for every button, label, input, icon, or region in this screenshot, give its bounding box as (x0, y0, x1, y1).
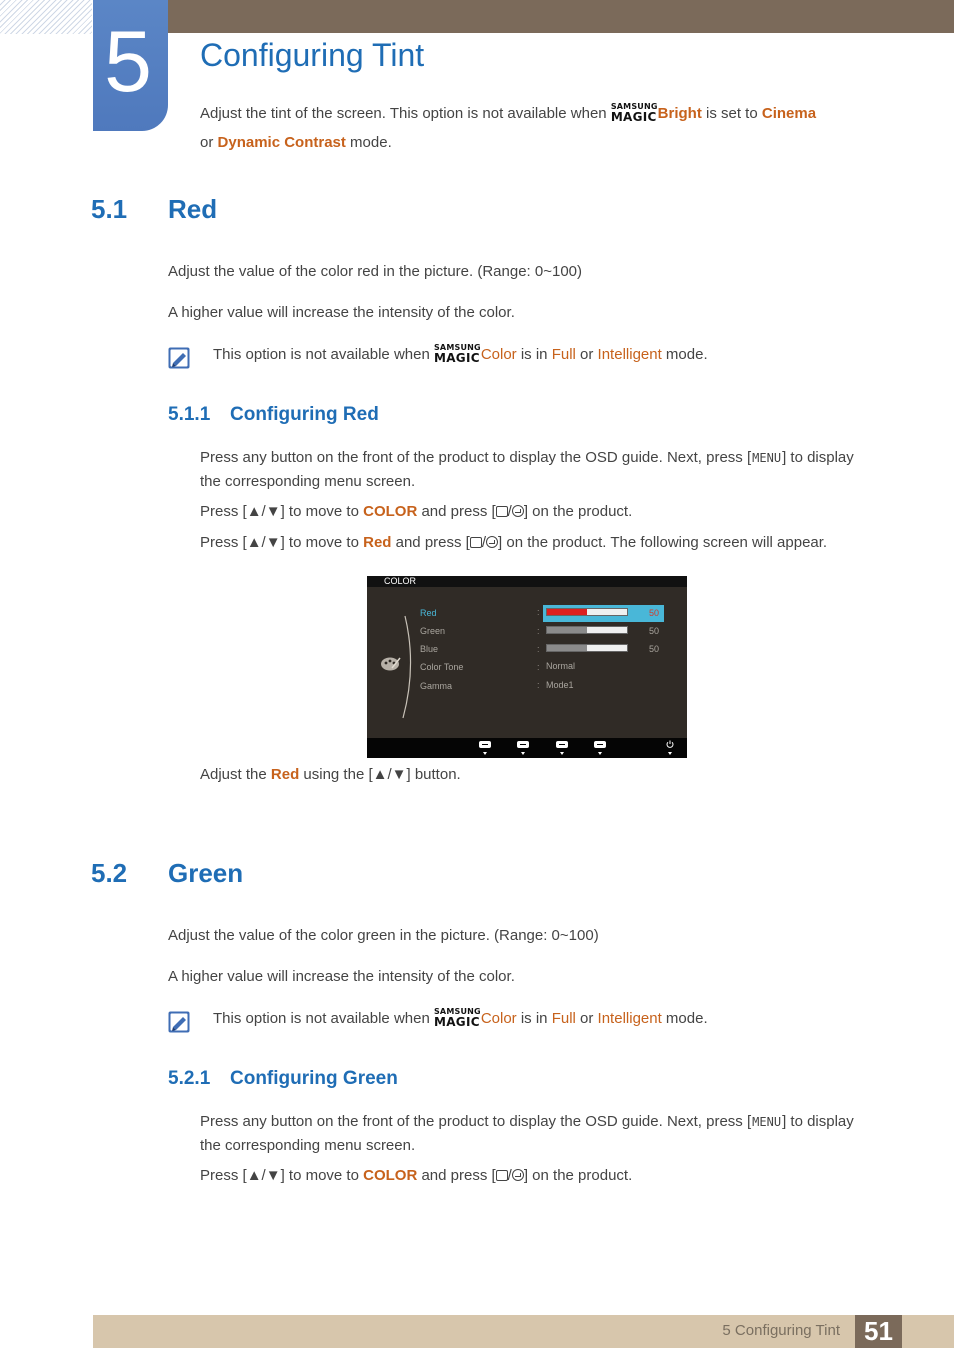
up-down-arrow-icon: ▲/▼ (246, 503, 281, 520)
enter-button-icon (512, 505, 524, 517)
osd-item-red-label[interactable]: Red (420, 608, 437, 618)
left-arrow-icon[interactable] (479, 741, 491, 748)
power-icon[interactable] (666, 740, 674, 748)
section-green-para2: A higher value will increase the intensity of the color. (168, 968, 515, 985)
enter-button-icon (486, 536, 498, 548)
up-down-arrow-icon: ▲/▼ (372, 766, 407, 783)
red-step2: Press [▲/▼] to move to COLOR and press [ / ] on the product. (200, 503, 633, 520)
chapter-number: 5 (104, 14, 150, 110)
osd-green-value: 50 (649, 626, 660, 636)
osd-blue-slider[interactable] (546, 644, 628, 652)
osd-red-slider[interactable] (546, 608, 628, 616)
osd-red-value: 50 (649, 608, 660, 618)
samsung-magic-logo: SAMSUNG MAGIC (433, 1007, 481, 1029)
green-step1-line2: the corresponding menu screen. (200, 1137, 416, 1154)
dynamic-contrast-keyword: Dynamic Contrast (217, 134, 346, 151)
bright-keyword: Bright (657, 105, 702, 122)
section-red-para1: Adjust the value of the color red in the picture. (Range: 0~100) (168, 263, 583, 280)
red-step1-line2: the corresponding menu screen. (200, 473, 416, 490)
note-icon (168, 347, 192, 369)
chapter-intro-line2: or Dynamic Contrast mode. (200, 134, 392, 151)
note-icon (168, 1011, 192, 1033)
green-step1-line1: Press any button on the front of the product to display the OSD guide. Next, press [MENU] to display (200, 1113, 854, 1130)
square-button-icon (470, 537, 482, 548)
minus-icon[interactable] (517, 741, 529, 748)
corner-hatch-decoration (0, 0, 92, 34)
osd-green-slider[interactable] (546, 626, 628, 634)
section-red-para2: A higher value will increase the intensity of the color. (168, 304, 515, 321)
samsung-magic-logo: SAMSUNG MAGIC (433, 343, 481, 365)
green-step2: Press [▲/▼] to move to COLOR and press [ / ] on the product. (200, 1167, 633, 1184)
osd-item-gamma-label[interactable]: Gamma (420, 681, 453, 691)
palette-icon (381, 658, 400, 671)
footer-chapter-label: 5 Configuring Tint (722, 1322, 840, 1339)
section-green-note: This option is not available when SAMSUNG MAGIC Color is in Full or Intelligent mode. (213, 1007, 708, 1029)
chapter-intro-line1: Adjust the tint of the screen. This option is not available when SAMSUNG MAGIC Bright is set to Cinema (200, 102, 817, 124)
square-button-icon (496, 506, 508, 517)
enter-icon[interactable] (594, 741, 606, 748)
section-green-para1: Adjust the value of the color green in the picture. (Range: 0~100) (168, 927, 599, 944)
up-down-arrow-icon: ▲/▼ (246, 1167, 281, 1184)
square-button-icon (496, 1170, 508, 1181)
page-number: 51 (864, 1316, 893, 1346)
up-down-arrow-icon: ▲/▼ (246, 534, 281, 551)
enter-button-icon (512, 1169, 524, 1181)
osd-item-blue-label[interactable]: Blue (420, 644, 439, 654)
red-step3: Press [▲/▼] to move to Red and press [ / ] on the product. The following screen will appear. (200, 534, 828, 551)
plus-icon[interactable] (556, 741, 568, 748)
menu-key: MENU (752, 1115, 782, 1129)
osd-gamma-value: Mode1 (546, 680, 574, 690)
osd-side-arc (367, 576, 427, 738)
samsung-magic-logo: SAMSUNG MAGIC (610, 102, 658, 124)
header-bar (168, 0, 954, 33)
red-step1-line1: Press any button on the front of the product to display the OSD guide. Next, press [MENU] to display (200, 449, 854, 466)
osd-color-tone-value: Normal (546, 661, 576, 671)
red-adjust-step: Adjust the Red using the [▲/▼] button. (200, 766, 461, 783)
cinema-keyword: Cinema (761, 105, 817, 122)
osd-color-menu: COLOR Red : 50 Green : 50 Blue : 50 Color Tone : Normal Gamma : Mode1 (367, 576, 687, 758)
osd-title: COLOR (384, 576, 417, 586)
osd-footer (367, 738, 687, 758)
osd-item-color-tone-label[interactable]: Color Tone (420, 662, 464, 672)
section-red-note: This option is not available when SAMSUNG MAGIC Color is in Full or Intelligent mode. (213, 343, 708, 365)
menu-key: MENU (752, 451, 782, 465)
osd-blue-value: 50 (649, 644, 660, 654)
chapter-title: Configuring Tint (200, 37, 425, 73)
osd-item-green-label[interactable]: Green (420, 626, 446, 636)
